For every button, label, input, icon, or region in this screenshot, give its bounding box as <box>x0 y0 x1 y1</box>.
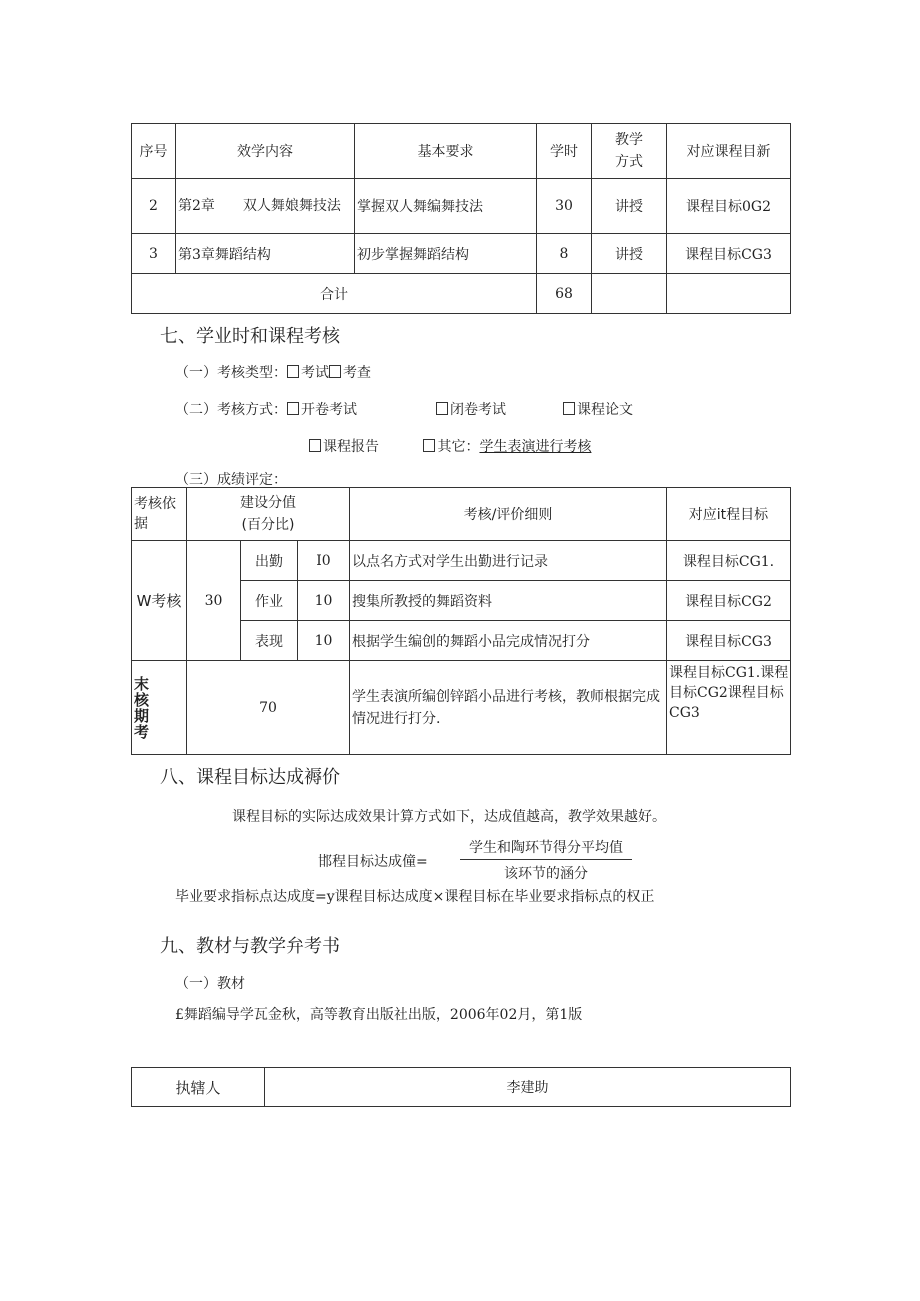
grade-label: （三）成绩评定： <box>175 472 287 488</box>
row-hours: 8 <box>537 234 592 274</box>
exam-method-prefix: （二）考核方式： <box>175 402 287 418</box>
course-content-table <box>131 123 791 314</box>
row-goal: 课程目标CG3 <box>667 234 791 274</box>
section7-title: 七、学业时和课程考核 <box>160 326 340 347</box>
item-rule: 根据学生编创的舞蹈小品完成情况打分 <box>350 621 667 661</box>
header-content: 效学内容 <box>176 124 355 179</box>
section9-sub: （一）教材 <box>175 976 245 992</box>
header-requirement: 基本要求 <box>355 124 537 179</box>
checkbox-closed-book[interactable] <box>436 402 448 415</box>
section8-intro: 课程目标的实际达成效果计算方式如下，达成值越高，教学效果越好。 <box>232 809 666 825</box>
item-score: I0 <box>298 541 350 581</box>
row-method: 讲授 <box>592 234 667 274</box>
row-content: 第3章舞蹈结构 <box>176 234 355 274</box>
checkbox-report[interactable] <box>309 439 321 452</box>
formula-left: 邯程目标达成僮= <box>318 854 428 870</box>
exam-type-opt2: 考查 <box>343 365 371 381</box>
empty-cell <box>592 274 667 314</box>
usual-label: W考核 <box>132 541 187 661</box>
item-name: 表现 <box>241 621 298 661</box>
author-name: 李建助 <box>265 1068 791 1107</box>
formula-numerator: 学生和陶环节得分平均值 <box>469 840 623 856</box>
header-goal: 对应课程目新 <box>667 124 791 179</box>
exam-method-line2 <box>309 436 591 456</box>
item-name: 作业 <box>241 581 298 621</box>
row-requirement: 初步掌握舞蹈结构 <box>355 234 537 274</box>
table-row <box>132 234 791 274</box>
exam-method-opt5: 其它： <box>437 439 480 455</box>
checkbox-paper[interactable] <box>563 402 575 415</box>
row-requirement: 掌握双人舞编舞技法 <box>355 179 537 234</box>
formula2: 毕业要求指标点达成度=y课程目标达成度×课程目标在毕业要求指标点的权正 <box>175 889 655 905</box>
header-goal: 对应it程目标 <box>667 488 791 541</box>
header-no: 序号 <box>132 124 176 179</box>
table-row <box>132 541 791 581</box>
item-goal: 课程目标CG1. <box>667 541 791 581</box>
textbook: £舞蹈编导学瓦金秋，高等教育出版社出版，2006年02月，第1版 <box>175 1007 583 1023</box>
checkbox-open-book[interactable] <box>287 402 299 415</box>
final-goal: 课程目标CG1.课程目标CG2课程目标CG3 <box>667 661 791 755</box>
row-goal: 课程目标0G2 <box>667 179 791 234</box>
final-score: 70 <box>187 661 350 755</box>
header-score: 建设分值 (百分比) <box>187 488 350 541</box>
checkbox-check[interactable] <box>329 365 341 378</box>
header-basis: 考核依 据 <box>132 488 187 541</box>
section8-title: 八、课程目标达成褥价 <box>160 767 340 788</box>
table-row <box>132 179 791 234</box>
usual-score: 30 <box>187 541 241 661</box>
author-table <box>131 1067 791 1107</box>
item-goal: 课程目标CG3 <box>667 621 791 661</box>
exam-type-prefix: （一）考核类型： <box>175 365 287 381</box>
total-row <box>132 274 791 314</box>
item-score: 10 <box>298 581 350 621</box>
total-hours: 68 <box>537 274 592 314</box>
header-rule: 考核/评价细则 <box>350 488 667 541</box>
assessment-table <box>131 487 791 755</box>
exam-method-line <box>175 399 795 419</box>
row-no: 2 <box>132 179 176 234</box>
author-label: 执辖人 <box>132 1068 265 1107</box>
section9-title: 九、教材与教学弁考书 <box>160 936 340 957</box>
item-score: 10 <box>298 621 350 661</box>
row-content: 第2章 双人舞娘舞技法 <box>176 179 355 234</box>
empty-cell <box>667 274 791 314</box>
checkbox-exam[interactable] <box>287 365 299 378</box>
item-rule: 搜集所教授的舞蹈资料 <box>350 581 667 621</box>
checkbox-other[interactable] <box>423 439 435 452</box>
exam-method-opt1: 开卷考试 <box>301 402 357 418</box>
header-hours: 学时 <box>537 124 592 179</box>
final-row <box>132 661 791 755</box>
item-name: 出勤 <box>241 541 298 581</box>
exam-method-opt2: 闭卷考试 <box>450 402 506 418</box>
formula-denominator: 该环节的涵分 <box>504 866 588 882</box>
final-rule: 学生表演所编创锌蹈小品进行考核，教师根据完成情况进行打分. <box>350 661 667 755</box>
item-rule: 以点名方式对学生出勤进行记录 <box>350 541 667 581</box>
item-goal: 课程目标CG2 <box>667 581 791 621</box>
final-label: 末 核 期 考 <box>132 661 187 755</box>
formula-fraction <box>456 837 636 883</box>
row-hours: 30 <box>537 179 592 234</box>
row-no: 3 <box>132 234 176 274</box>
exam-other-text: 学生表演进行考核 <box>479 439 592 455</box>
row-method: 讲授 <box>592 179 667 234</box>
exam-method-opt3: 课程论文 <box>577 402 633 418</box>
exam-method-opt4: 课程报告 <box>323 439 379 455</box>
header-method: 教学 方式 <box>592 124 667 179</box>
total-label: 合计 <box>132 274 537 314</box>
exam-type-line <box>175 362 371 382</box>
exam-type-opt1: 考试 <box>301 365 329 381</box>
